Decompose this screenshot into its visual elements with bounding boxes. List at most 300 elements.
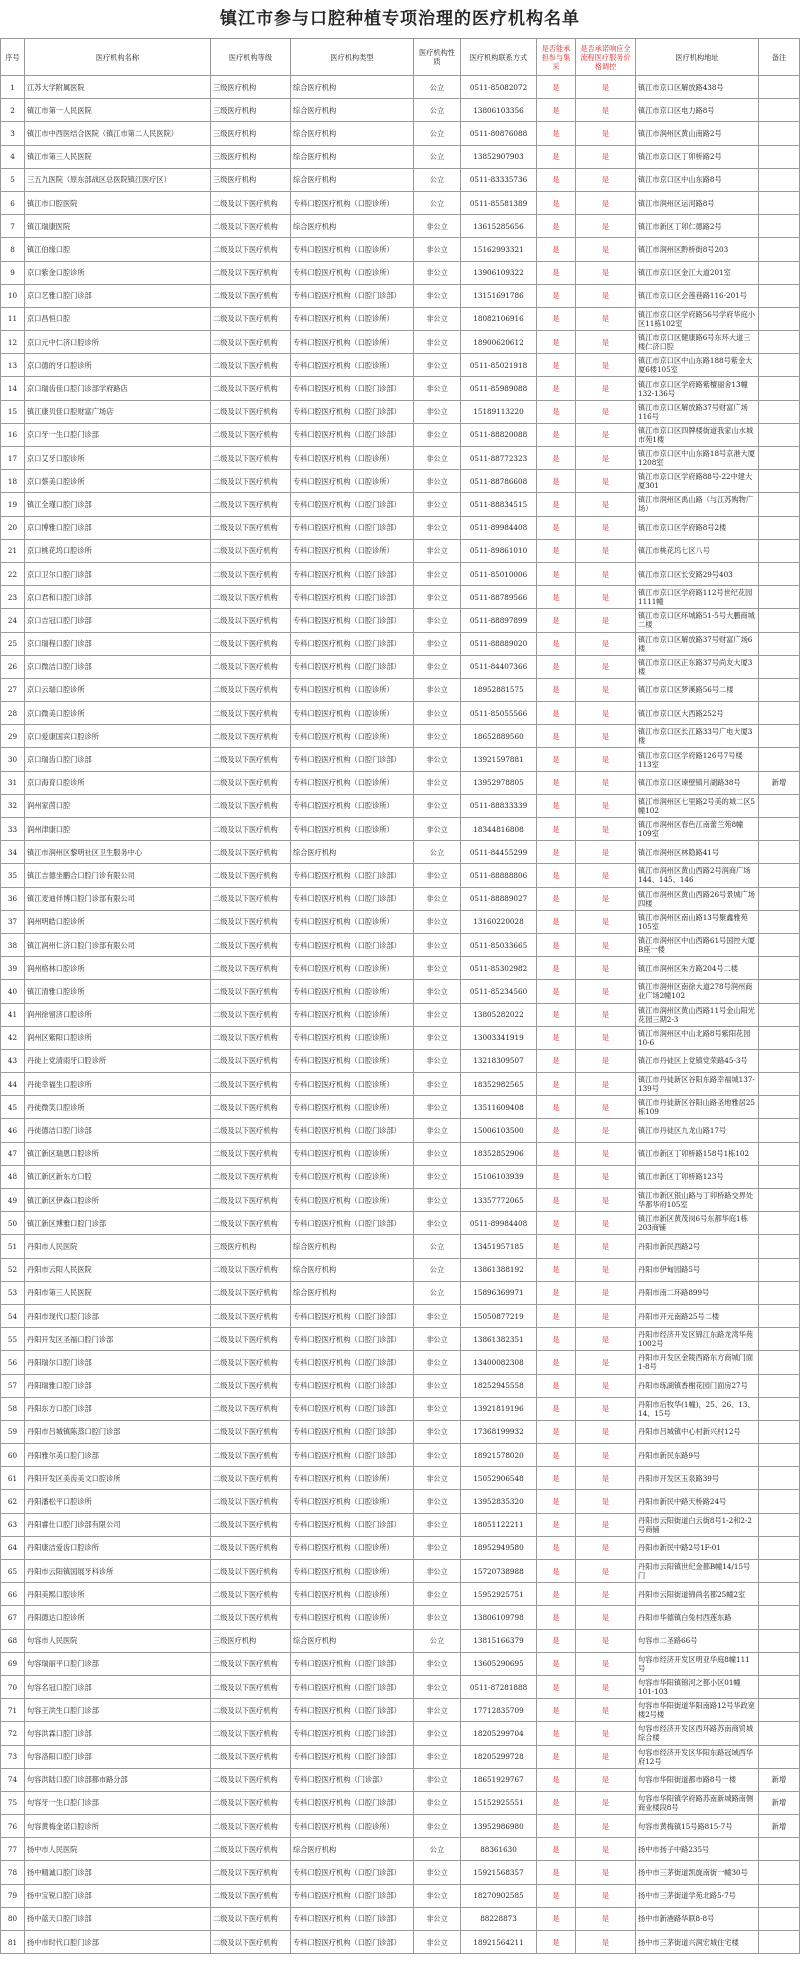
cell-address: 丹阳市开发区金陵西路东方商城门面1-8号 (636, 1351, 759, 1374)
cell-type: 专科口腔医疗机构（口腔门诊部） (291, 1304, 414, 1327)
cell-type: 专科口腔医疗机构（口腔门诊部） (291, 586, 414, 609)
cell-procurement: 是 (537, 1467, 576, 1490)
cell-address: 句容市经济开发区华阳东路冠域西华府12号 (636, 1745, 759, 1768)
cell-nature: 非公立 (414, 284, 461, 307)
cell-address: 扬中市新港路华联8-8号 (636, 1907, 759, 1930)
cell-type: 综合医疗机构 (291, 168, 414, 191)
cell-remark (759, 168, 800, 191)
table-row (1, 841, 800, 864)
cell-remark (759, 1583, 800, 1606)
cell-name: 丹阳瑞尔口腔门诊部 (25, 1351, 211, 1374)
cell-contact: 18270902585 (461, 1884, 537, 1907)
cell-name: 镇江康贝佳口腔财富广场店 (25, 400, 211, 423)
cell-contact: 0511-83335736 (461, 168, 537, 191)
cell-index: 45 (1, 1096, 25, 1119)
cell-price-control: 是 (576, 1374, 636, 1397)
cell-name: 京口爱康国宾口腔诊所 (25, 725, 211, 748)
cell-contact: 0511-89984408 (461, 1212, 537, 1235)
cell-address: 丹阳市新民东路9号 (636, 1444, 759, 1467)
cell-address: 镇江市京口区金江大道201室 (636, 261, 759, 284)
cell-nature: 非公立 (414, 725, 461, 748)
table-row (1, 1467, 800, 1490)
cell-price-control: 是 (576, 1629, 636, 1652)
cell-name: 镇江市中西医结合医院（镇江市第二人民医院） (25, 122, 211, 145)
cell-nature: 非公立 (414, 1003, 461, 1026)
cell-contact: 0511-85021918 (461, 354, 537, 377)
table-row (1, 702, 800, 725)
cell-nature: 非公立 (414, 957, 461, 980)
cell-address: 镇江市京口区学府路112号世纪花园1111幢 (636, 586, 759, 609)
cell-address: 扬中市扬子中路235号 (636, 1838, 759, 1861)
cell-type: 专科口腔医疗机构（口腔诊所） (291, 1560, 414, 1583)
cell-address: 镇江市润州区林隐路41号 (636, 841, 759, 864)
cell-nature: 公立 (414, 1235, 461, 1258)
cell-level: 二级及以下医疗机构 (211, 400, 291, 423)
cell-nature: 非公立 (414, 1907, 461, 1930)
table-row (1, 1258, 800, 1281)
cell-nature: 非公立 (414, 1675, 461, 1698)
cell-address: 镇江市新区丁卯桥路158号1栋102 (636, 1142, 759, 1165)
cell-level: 二级及以下医疗机构 (211, 1699, 291, 1722)
cell-procurement: 是 (537, 609, 576, 632)
table-row (1, 1328, 800, 1351)
cell-procurement: 是 (537, 1583, 576, 1606)
cell-level: 二级及以下医疗机构 (211, 1281, 291, 1304)
cell-level: 二级及以下医疗机构 (211, 1560, 291, 1583)
table-row (1, 331, 800, 354)
cell-procurement: 是 (537, 145, 576, 168)
cell-address: 镇江市新区丁卯仁德路2号 (636, 215, 759, 238)
cell-nature: 非公立 (414, 516, 461, 539)
cell-index: 49 (1, 1189, 25, 1212)
cell-name: 丹阳雅尔美口腔门诊部 (25, 1444, 211, 1467)
cell-procurement: 是 (537, 655, 576, 678)
cell-index: 57 (1, 1374, 25, 1397)
table-row (1, 76, 800, 99)
cell-procurement: 是 (537, 1258, 576, 1281)
cell-contact: 13615285656 (461, 215, 537, 238)
cell-type: 专科口腔医疗机构（口腔诊所） (291, 702, 414, 725)
cell-type: 专科口腔医疗机构（口腔诊所） (291, 678, 414, 701)
cell-procurement: 是 (537, 1049, 576, 1072)
cell-procurement: 是 (537, 887, 576, 910)
table-row (1, 1420, 800, 1443)
cell-nature: 非公立 (414, 1884, 461, 1907)
cell-price-control: 是 (576, 562, 636, 585)
table-row (1, 1861, 800, 1884)
table-row (1, 1884, 800, 1907)
cell-index: 41 (1, 1003, 25, 1026)
cell-type: 专科口腔医疗机构（门诊部） (291, 1768, 414, 1791)
cell-remark (759, 1073, 800, 1096)
cell-type: 专科口腔医疗机构（口腔门诊部） (291, 1420, 414, 1443)
cell-procurement: 是 (537, 1560, 576, 1583)
cell-price-control: 是 (576, 145, 636, 168)
cell-contact: 15052906548 (461, 1467, 537, 1490)
cell-nature: 非公立 (414, 818, 461, 841)
cell-nature: 非公立 (414, 493, 461, 516)
cell-procurement: 是 (537, 447, 576, 470)
cell-address: 镇江市新区银山路与丁卯桥路交界处华都华府105室 (636, 1189, 759, 1212)
cell-type: 专科口腔医疗机构（口腔诊所） (291, 307, 414, 330)
cell-level: 二级及以下医疗机构 (211, 1606, 291, 1629)
cell-name: 丹阳睿仕口腔门诊部有限公司 (25, 1513, 211, 1536)
cell-nature: 非公立 (414, 377, 461, 400)
cell-remark (759, 307, 800, 330)
cell-level: 二级及以下医疗机构 (211, 331, 291, 354)
cell-contact: 0511-85302982 (461, 957, 537, 980)
cell-contact: 0511-84407366 (461, 655, 537, 678)
cell-nature: 非公立 (414, 1374, 461, 1397)
cell-remark (759, 423, 800, 446)
cell-type: 专科口腔医疗机构（口腔诊所） (291, 1583, 414, 1606)
cell-index: 26 (1, 655, 25, 678)
table-row (1, 539, 800, 562)
cell-price-control: 是 (576, 887, 636, 910)
cell-price-control: 是 (576, 632, 636, 655)
cell-name: 镇江全瑾口腔门诊部 (25, 493, 211, 516)
cell-address: 丹阳市开元南路25号二楼 (636, 1304, 759, 1327)
cell-nature: 非公立 (414, 794, 461, 817)
cell-address: 镇江市京口区梦溪路56号二楼 (636, 678, 759, 701)
cell-price-control: 是 (576, 1490, 636, 1513)
table-row (1, 1791, 800, 1814)
cell-type: 综合医疗机构 (291, 1838, 414, 1861)
cell-level: 二级及以下医疗机构 (211, 1791, 291, 1814)
cell-type: 专科口腔医疗机构（口腔门诊部） (291, 1884, 414, 1907)
cell-nature: 非公立 (414, 1791, 461, 1814)
cell-price-control: 是 (576, 1768, 636, 1791)
cell-contact: 17712835709 (461, 1699, 537, 1722)
cell-nature: 非公立 (414, 1397, 461, 1420)
cell-price-control: 是 (576, 1931, 636, 1954)
cell-type: 专科口腔医疗机构（口腔门诊部） (291, 1119, 414, 1142)
cell-contact: 17368199932 (461, 1420, 537, 1443)
cell-remark (759, 400, 800, 423)
table-row (1, 1096, 800, 1119)
cell-level: 二级及以下医疗机构 (211, 957, 291, 980)
cell-remark (759, 1119, 800, 1142)
cell-name: 丹阳市现代口腔门诊部 (25, 1304, 211, 1327)
cell-address: 镇江市京口区解放路37号财富广场6楼 (636, 632, 759, 655)
cell-level: 二级及以下医疗机构 (211, 1304, 291, 1327)
cell-name: 镇江新区伊森口腔诊所 (25, 1189, 211, 1212)
table-row (1, 771, 800, 794)
table-row (1, 191, 800, 214)
cell-nature: 公立 (414, 1629, 461, 1652)
cell-remark (759, 1745, 800, 1768)
cell-remark (759, 1444, 800, 1467)
cell-price-control: 是 (576, 1815, 636, 1838)
cell-contact: 0511-88834515 (461, 493, 537, 516)
cell-contact: 0511-85989088 (461, 377, 537, 400)
cell-name: 京口博雅口腔门诊部 (25, 516, 211, 539)
cell-nature: 非公立 (414, 586, 461, 609)
cell-procurement: 是 (537, 1652, 576, 1675)
cell-level: 二级及以下医疗机构 (211, 725, 291, 748)
cell-price-control: 是 (576, 493, 636, 516)
cell-level: 二级及以下医疗机构 (211, 377, 291, 400)
cell-name: 镇江新区博雅口腔门诊部 (25, 1212, 211, 1235)
cell-index: 16 (1, 423, 25, 446)
cell-type: 综合医疗机构 (291, 76, 414, 99)
cell-level: 二级及以下医疗机构 (211, 1907, 291, 1930)
cell-index: 64 (1, 1536, 25, 1559)
cell-price-control: 是 (576, 1351, 636, 1374)
cell-address: 句容市经济开发区明亚华庭8幢111号 (636, 1652, 759, 1675)
cell-address: 镇江市京口区学府路紫檀丽舍13幢132-136号 (636, 377, 759, 400)
cell-procurement: 是 (537, 354, 576, 377)
table-row (1, 1165, 800, 1188)
cell-remark (759, 1838, 800, 1861)
cell-procurement: 是 (537, 678, 576, 701)
cell-name: 句容洛阳口腔门诊部 (25, 1745, 211, 1768)
cell-remark (759, 1699, 800, 1722)
cell-address: 丹阳市云阳镇世纪金都B幢14/15号门 (636, 1560, 759, 1583)
cell-index: 77 (1, 1838, 25, 1861)
cell-type: 综合医疗机构 (291, 1281, 414, 1304)
cell-nature: 公立 (414, 168, 461, 191)
cell-address: 镇江市丹徒新区谷阳东路幸福城137-139号 (636, 1073, 759, 1096)
cell-name: 镇江市第一人民医院 (25, 99, 211, 122)
table-row (1, 1003, 800, 1026)
cell-nature: 非公立 (414, 678, 461, 701)
cell-procurement: 是 (537, 307, 576, 330)
cell-type: 专科口腔医疗机构（口腔诊所） (291, 238, 414, 261)
cell-index: 3 (1, 122, 25, 145)
cell-procurement: 是 (537, 1931, 576, 1954)
cell-index: 35 (1, 864, 25, 887)
cell-nature: 非公立 (414, 423, 461, 446)
cell-index: 17 (1, 447, 25, 470)
cell-index: 42 (1, 1026, 25, 1049)
cell-price-control: 是 (576, 1560, 636, 1583)
cell-remark (759, 1861, 800, 1884)
cell-contact: 0511-88889027 (461, 887, 537, 910)
cell-remark (759, 725, 800, 748)
cell-address: 丹阳市吕城镇中心村新兴村12号 (636, 1420, 759, 1443)
cell-nature: 非公立 (414, 1490, 461, 1513)
cell-procurement: 是 (537, 1165, 576, 1188)
cell-level: 二级及以下医疗机构 (211, 702, 291, 725)
cell-type: 专科口腔医疗机构（口腔门诊部） (291, 562, 414, 585)
cell-level: 二级及以下医疗机构 (211, 1212, 291, 1235)
cell-nature: 非公立 (414, 1444, 461, 1467)
cell-contact: 18352982565 (461, 1073, 537, 1096)
cell-procurement: 是 (537, 818, 576, 841)
table-header-row (1, 39, 800, 76)
cell-nature: 非公立 (414, 1328, 461, 1351)
cell-level: 二级及以下医疗机构 (211, 539, 291, 562)
cell-remark (759, 1026, 800, 1049)
cell-procurement: 是 (537, 1838, 576, 1861)
cell-type: 专科口腔医疗机构（口腔诊所） (291, 470, 414, 493)
cell-nature: 非公立 (414, 1304, 461, 1327)
cell-name: 丹徒上党清雨牙口腔诊所 (25, 1049, 211, 1072)
cell-procurement: 是 (537, 1073, 576, 1096)
table-row (1, 1444, 800, 1467)
cell-procurement: 是 (537, 1699, 576, 1722)
cell-nature: 非公立 (414, 1189, 461, 1212)
cell-remark (759, 794, 800, 817)
cell-price-control: 是 (576, 238, 636, 261)
cell-index: 66 (1, 1583, 25, 1606)
cell-contact: 13952835320 (461, 1490, 537, 1513)
cell-nature: 非公立 (414, 864, 461, 887)
cell-type: 专科口腔医疗机构（口腔诊所） (291, 1165, 414, 1188)
table-row (1, 1907, 800, 1930)
cell-price-control: 是 (576, 423, 636, 446)
cell-type: 专科口腔医疗机构（口腔门诊部） (291, 632, 414, 655)
cell-procurement: 是 (537, 1907, 576, 1930)
cell-index: 11 (1, 307, 25, 330)
table-row (1, 99, 800, 122)
cell-price-control: 是 (576, 122, 636, 145)
cell-type: 专科口腔医疗机构（口腔门诊部） (291, 933, 414, 956)
cell-name: 京口吉冠口腔门诊部 (25, 609, 211, 632)
cell-procurement: 是 (537, 1281, 576, 1304)
cell-level: 三级医疗机构 (211, 145, 291, 168)
cell-nature: 非公立 (414, 1536, 461, 1559)
cell-remark (759, 632, 800, 655)
cell-index: 8 (1, 238, 25, 261)
cell-contact: 18921578020 (461, 1444, 537, 1467)
cell-level: 二级及以下医疗机构 (211, 771, 291, 794)
cell-remark (759, 76, 800, 99)
header-nature: 医疗机构性质 (414, 39, 461, 76)
cell-name: 丹阳市人民医院 (25, 1235, 211, 1258)
cell-contact: 0511-88820088 (461, 423, 537, 446)
cell-address: 丹阳市云阳街道锦尚名都25幢2室 (636, 1583, 759, 1606)
table-row (1, 1397, 800, 1420)
cell-procurement: 是 (537, 771, 576, 794)
cell-procurement: 是 (537, 702, 576, 725)
cell-procurement: 是 (537, 1212, 576, 1235)
cell-type: 专科口腔医疗机构（口腔门诊部） (291, 1675, 414, 1698)
cell-contact: 0511-88897899 (461, 609, 537, 632)
cell-nature: 非公立 (414, 887, 461, 910)
table-row (1, 1652, 800, 1675)
cell-nature: 非公立 (414, 1606, 461, 1629)
cell-level: 二级及以下医疗机构 (211, 1745, 291, 1768)
cell-contact: 0511-88888806 (461, 864, 537, 887)
cell-index: 61 (1, 1467, 25, 1490)
table-row (1, 1304, 800, 1327)
cell-name: 丹阳潘松平口腔诊所 (25, 1490, 211, 1513)
cell-nature: 非公立 (414, 447, 461, 470)
cell-nature: 非公立 (414, 1583, 461, 1606)
cell-remark (759, 191, 800, 214)
table-row (1, 1351, 800, 1374)
cell-nature: 非公立 (414, 1768, 461, 1791)
cell-level: 二级及以下医疗机构 (211, 933, 291, 956)
cell-nature: 非公立 (414, 1142, 461, 1165)
cell-price-control: 是 (576, 1791, 636, 1814)
cell-remark (759, 1397, 800, 1420)
cell-name: 句容洪陆口腔门诊部都市路分部 (25, 1768, 211, 1791)
cell-type: 专科口腔医疗机构（口腔诊所） (291, 1073, 414, 1096)
cell-contact: 15720738988 (461, 1560, 537, 1583)
table-row (1, 1212, 800, 1235)
cell-price-control: 是 (576, 725, 636, 748)
cell-price-control: 是 (576, 933, 636, 956)
cell-level: 二级及以下医疗机构 (211, 1258, 291, 1281)
cell-procurement: 是 (537, 1374, 576, 1397)
cell-index: 20 (1, 516, 25, 539)
cell-level: 二级及以下医疗机构 (211, 1931, 291, 1954)
cell-remark (759, 354, 800, 377)
table-row (1, 1142, 800, 1165)
cell-remark (759, 841, 800, 864)
cell-remark (759, 887, 800, 910)
table-row (1, 354, 800, 377)
cell-address: 镇江市京口区中山东路188号紫金大厦6楼105室 (636, 354, 759, 377)
cell-remark (759, 1189, 800, 1212)
cell-price-control: 是 (576, 215, 636, 238)
cell-name: 京口昌恒口腔 (25, 307, 211, 330)
table-row (1, 1536, 800, 1559)
cell-type: 专科口腔医疗机构（口腔诊所） (291, 1096, 414, 1119)
cell-address: 镇江市京口区解放路37号财富广场116号 (636, 400, 759, 423)
cell-name: 句容王洪生口腔门诊部 (25, 1699, 211, 1722)
cell-level: 二级及以下医疗机构 (211, 191, 291, 214)
cell-procurement: 是 (537, 1768, 576, 1791)
cell-price-control: 是 (576, 1420, 636, 1443)
cell-index: 79 (1, 1884, 25, 1907)
cell-address: 丹阳市经济开发区锦江东路龙湾华苑1002号 (636, 1328, 759, 1351)
cell-name: 京口云瑞口腔诊所 (25, 678, 211, 701)
table-row (1, 307, 800, 330)
cell-type: 专科口腔医疗机构（口腔门诊部） (291, 1513, 414, 1536)
cell-type: 综合医疗机构 (291, 99, 414, 122)
cell-index: 30 (1, 748, 25, 771)
cell-index: 7 (1, 215, 25, 238)
cell-index: 76 (1, 1815, 25, 1838)
cell-nature: 非公立 (414, 1026, 461, 1049)
cell-remark (759, 1606, 800, 1629)
cell-price-control: 是 (576, 447, 636, 470)
cell-price-control: 是 (576, 1444, 636, 1467)
cell-address: 句容市二圣路66号 (636, 1629, 759, 1652)
cell-name: 镇江伯缘口腔 (25, 238, 211, 261)
table-row (1, 1513, 800, 1536)
cell-price-control: 是 (576, 586, 636, 609)
cell-type: 专科口腔医疗机构（口腔诊所） (291, 1490, 414, 1513)
cell-type: 专科口腔医疗机构（口腔门诊部） (291, 1212, 414, 1235)
cell-contact: 13852907903 (461, 145, 537, 168)
header-remark: 备注 (759, 39, 800, 76)
cell-remark (759, 562, 800, 585)
cell-procurement: 是 (537, 1328, 576, 1351)
cell-name: 京口艾牙口腔诊所 (25, 447, 211, 470)
cell-procurement: 是 (537, 284, 576, 307)
cell-name: 润州津康口腔 (25, 818, 211, 841)
cell-type: 专科口腔医疗机构（口腔诊所） (291, 725, 414, 748)
cell-remark (759, 702, 800, 725)
table-row (1, 122, 800, 145)
cell-address: 镇江市润州区黄山南路2号 (636, 122, 759, 145)
cell-contact: 13815166379 (461, 1629, 537, 1652)
cell-name: 江苏大学附属医院 (25, 76, 211, 99)
cell-name: 丹阳美熙口腔诊所 (25, 1583, 211, 1606)
cell-index: 53 (1, 1281, 25, 1304)
cell-contact: 0511-85234560 (461, 980, 537, 1003)
table-row (1, 145, 800, 168)
cell-type: 专科口腔医疗机构（口腔诊所） (291, 1142, 414, 1165)
cell-procurement: 是 (537, 331, 576, 354)
cell-procurement: 是 (537, 980, 576, 1003)
cell-address: 镇江市京口区健康路6号东环大道三楼仁济口腔 (636, 331, 759, 354)
